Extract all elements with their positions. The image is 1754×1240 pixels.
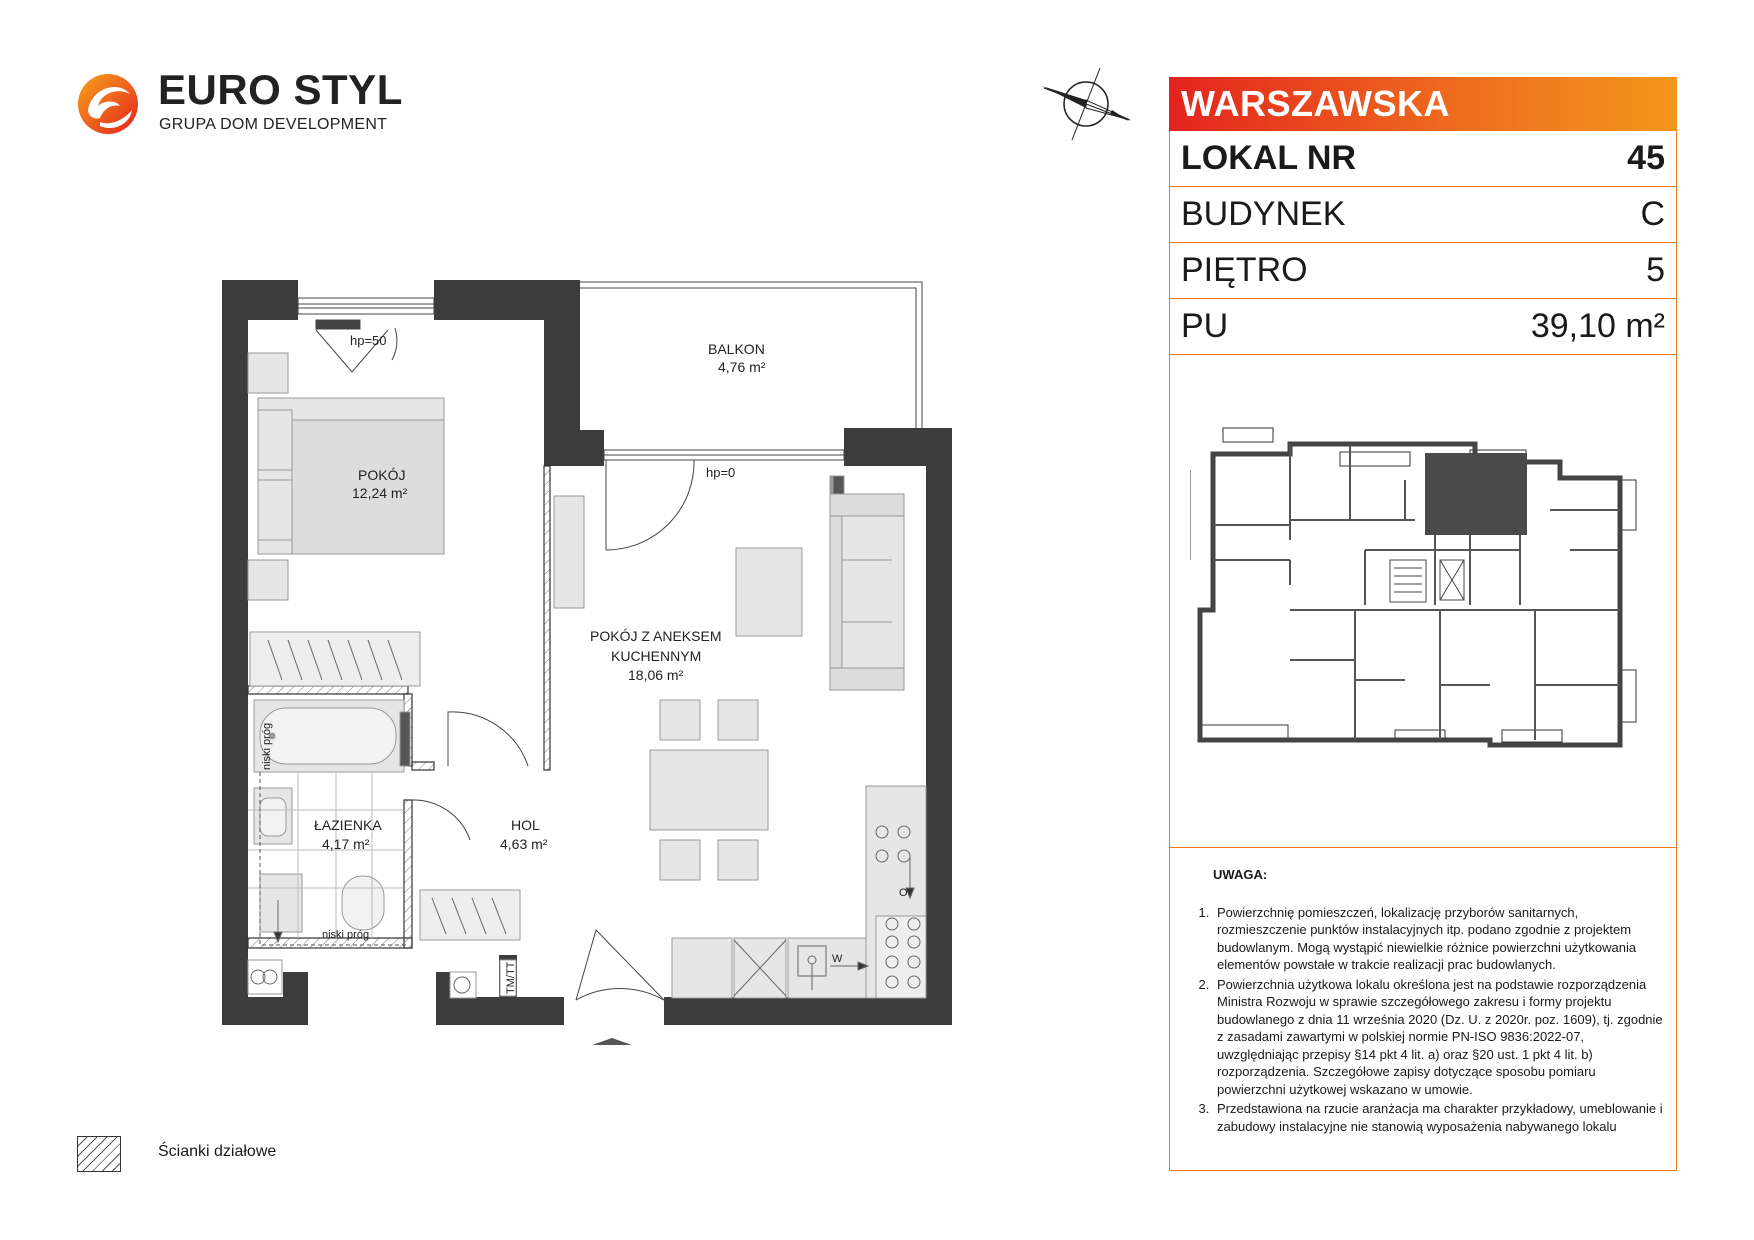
note-item: 2. Powierzchnia użytkowa lokalu określona jest na podstawie rozporządzenia Ministra Rozwoju w sprawie szczegółowego zakresu i formy projektu budowlanego z dnia 11 września 2020 (Dz. U. z 2020r. poz. 1609), tj. zgodnie z zasadami zawartymi w polskiej normie PN-ISO 9836:2022-07, uwzględniając przepisy §14 pkt 4 lit. a) oraz §20 ust. 1 pkt 4 lit. b) rozporządzenia. Szczegółowe zapisy dotyczące sposobu pomiaru powierzchni użytkowej wskazano w umowie. xyxy=(1213,976,1663,1099)
budynek-value: C xyxy=(1640,195,1665,233)
shaft-label: TM/TT xyxy=(505,961,517,994)
brand-name: EURO STYL xyxy=(158,66,403,113)
pietro-value: 5 xyxy=(1646,251,1665,289)
notes-section xyxy=(1183,866,1663,1137)
lazienka-name: ŁAZIENKA xyxy=(314,817,382,833)
pu-value: 39,10 m² xyxy=(1530,307,1665,345)
hp-door-label: hp=0 xyxy=(706,465,736,480)
pu-label: PU xyxy=(1181,307,1229,345)
investment-header xyxy=(1169,77,1677,131)
note-item: 1. Powierzchnię pomieszczeń, lokalizację przyborów sanitarnych, rozmieszczenie punktów instalacyjnych itp. podano zgodnie z projektem budowlanym. Mogą wystąpić niewielkie różnice powierzchni użytkowania elementów powstałe w trakcie realizacji prac budowlanych. xyxy=(1213,904,1663,974)
brand-subtitle: GRUPA DOM DEVELOPMENT xyxy=(159,116,388,133)
drain-label: O xyxy=(899,887,908,899)
lokal-value: 45 xyxy=(1627,139,1665,177)
pokoj-name: POKÓJ xyxy=(358,467,406,483)
threshold-label-vertical: niski próg xyxy=(261,722,273,770)
row-lokal xyxy=(1169,131,1677,187)
row-pietro xyxy=(1169,243,1677,299)
key-plan-highlight xyxy=(1425,453,1527,535)
pietro-label: PIĘTRO xyxy=(1181,251,1308,289)
budynek-label: BUDYNEK xyxy=(1181,195,1346,233)
hol-name: HOL xyxy=(511,817,540,833)
floor-key-plan xyxy=(1190,420,1640,750)
legend-label: Ścianki działowe xyxy=(158,1143,277,1160)
living-furniture xyxy=(554,476,926,998)
salon-area: 18,06 m² xyxy=(628,667,684,683)
balkon-area: 4,76 m² xyxy=(718,359,766,375)
notes-separator xyxy=(1169,847,1677,848)
interior-doors xyxy=(412,712,664,1000)
note-item: 3. Przedstawiona na rzucie aranżacja ma charakter przykładowy, umeblowanie i zabudowy instalacyjne nie stanowią wyposażenia nabywanego lokalu xyxy=(1213,1100,1663,1135)
water-label: W xyxy=(832,953,843,965)
hol-area: 4,63 m² xyxy=(500,836,548,852)
legend-hatch-swatch xyxy=(77,1136,121,1172)
lazienka-area: 4,17 m² xyxy=(322,836,370,852)
salon-name-2: KUCHENNYM xyxy=(611,648,702,664)
notes-title: UWAGA: xyxy=(1213,867,1268,882)
pokoj-area: 12,24 m² xyxy=(352,485,408,501)
bathroom-fixtures xyxy=(248,700,520,998)
floor-plan xyxy=(0,0,1000,1060)
balkon-name: BALKON xyxy=(708,341,765,357)
hp-window-label: hp=50 xyxy=(350,333,387,348)
row-pu xyxy=(1169,299,1677,355)
investment-name: WARSZAWSKA xyxy=(1181,83,1450,124)
salon-name-1: POKÓJ Z ANEKSEM xyxy=(590,628,722,644)
bedroom-furniture xyxy=(248,353,444,686)
lokal-label: LOKAL NR xyxy=(1181,139,1357,177)
row-budynek xyxy=(1169,187,1677,243)
entrance-marker xyxy=(592,1038,632,1045)
compass-icon xyxy=(1040,66,1130,142)
threshold-label: niski próg xyxy=(322,929,370,941)
